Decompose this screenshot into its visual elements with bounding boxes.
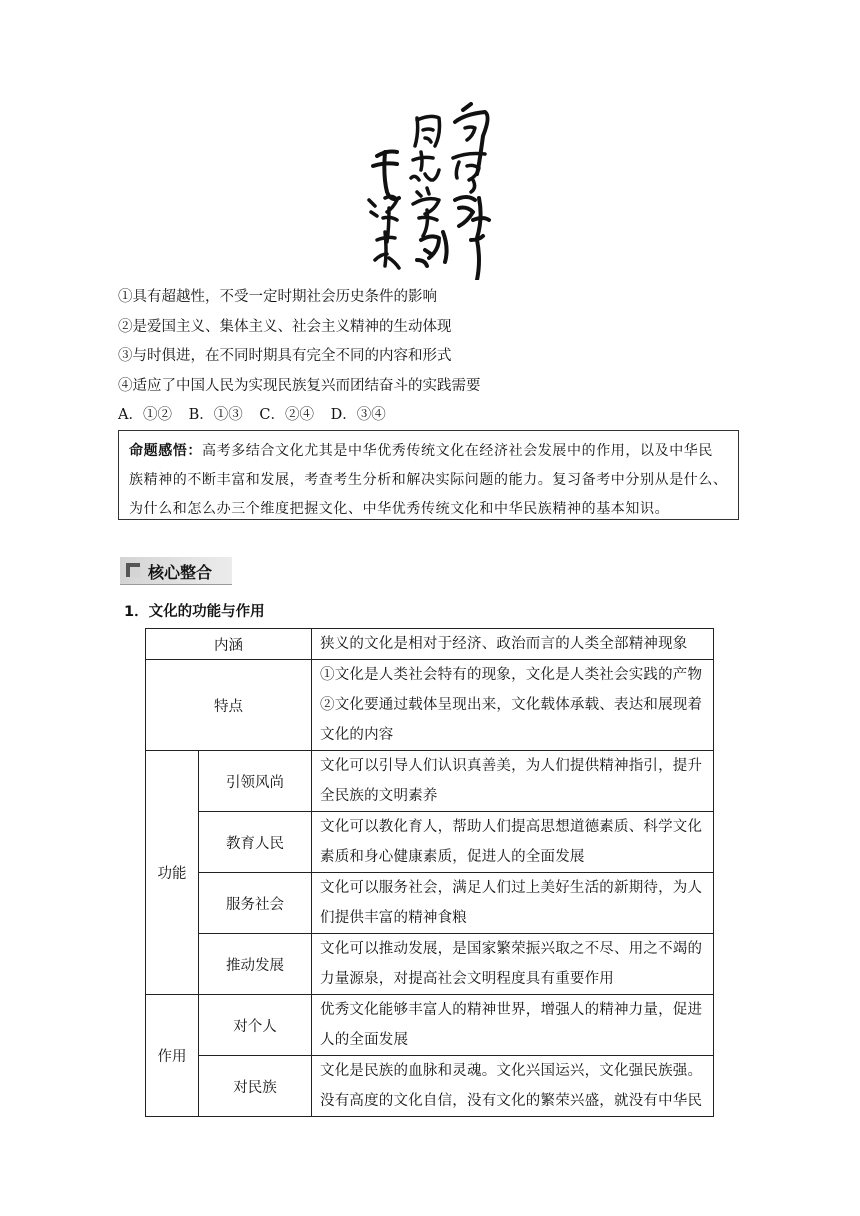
row-content: [312, 1056, 714, 1117]
cell-tedian: [312, 660, 714, 751]
cell-line: 文化的内容: [320, 727, 394, 743]
cell-neihan: [312, 629, 714, 660]
answer-choices: [118, 403, 398, 424]
cell-line: 文化可以服务社会，满足人们过上美好生活的新期待，为人: [320, 880, 703, 896]
group-label-zuoyong: 作用: [146, 995, 199, 1117]
cell-line: 文化可以教化育人，帮助人们提高思想道德素质、科学文化: [320, 819, 703, 835]
row-content: [312, 873, 714, 934]
cell-line: 人的全面发展: [320, 1032, 409, 1048]
cell-line: 没有高度的文化自信，没有文化的繁荣兴盛，就没有中华民: [320, 1093, 703, 1109]
table-row: [146, 1056, 714, 1117]
cell-line: ②文化要通过载体呈现出来，文化载体承载、表达和展现着: [320, 697, 703, 713]
question-options: [118, 286, 738, 404]
section-marker-icon: [126, 563, 140, 577]
row-label: 推动发展: [199, 934, 312, 995]
row-content: [312, 934, 714, 995]
cell-line: 们提供丰富的精神食粮: [320, 910, 467, 926]
row-label-neihan: 内涵: [146, 629, 312, 660]
option-3: ③与时俱进，在不同时期具有完全不同的内容和形式: [118, 348, 452, 364]
insight-label: 命题感悟：: [129, 443, 202, 459]
culture-function-table: [145, 628, 714, 1117]
table-row: [146, 812, 714, 873]
cell-line: 素质和身心健康素质，促进人的全面发展: [320, 849, 585, 865]
row-content: [312, 812, 714, 873]
row-label: 对民族: [199, 1056, 312, 1117]
group-label-gongneng: 功能: [146, 751, 199, 995]
cell-line: 文化可以引导人们认识真善美，为人们提供精神指引，提升: [320, 758, 703, 774]
option-4: ④适应了中国人民为实现民族复兴而团结奋斗的实践需要: [118, 377, 481, 394]
section-header: [120, 557, 232, 585]
cell-line: 文化可以推动发展，是国家繁荣振兴取之不尽、用之不竭的: [320, 941, 703, 957]
answer-b: B．①③: [188, 407, 243, 423]
insight-box: [118, 430, 739, 520]
answer-a: A．①②: [118, 407, 172, 423]
row-label: 引领风尚: [199, 751, 312, 812]
table-row: [146, 751, 714, 812]
table-row: [146, 934, 714, 995]
section-title: 核心整合: [148, 563, 213, 582]
row-label: 教育人民: [199, 812, 312, 873]
row-label: 对个人: [199, 995, 312, 1056]
table-title: 1．文化的功能与作用: [124, 604, 265, 620]
insight-line-3: 为什么和怎么办三个维度把握文化、中华优秀传统文化和中华民族精神的基本知识。: [129, 501, 670, 517]
cell-line: 优秀文化能够丰富人的精神世界，增强人的精神力量，促进: [320, 1002, 703, 1018]
table-row: [146, 995, 714, 1056]
answer-c: C．②④: [259, 407, 314, 423]
answer-d: D．③④: [330, 407, 386, 423]
cell-line: 力量源泉，对提高社会文明程度具有重要作用: [320, 971, 614, 987]
row-label-tedian: 特点: [146, 660, 312, 751]
option-1: ①具有超越性，不受一定时期社会历史条件的影响: [118, 289, 437, 305]
table-row: [146, 629, 714, 660]
table-row: [146, 660, 714, 751]
calligraphy-image: [355, 100, 500, 280]
cell-line: 文化是民族的血脉和灵魂。文化兴国运兴，文化强民族强。: [320, 1063, 703, 1079]
row-label: 服务社会: [199, 873, 312, 934]
table-row: [146, 873, 714, 934]
cell-line: ①文化是人类社会特有的现象，文化是人类社会实践的产物: [320, 667, 703, 683]
cell-line: 全民族的文明素养: [320, 788, 438, 804]
insight-line-2: 族精神的不断丰富和发展，考查考生分析和解决实际问题的能力。复习备考中分别从是什么、: [129, 472, 728, 488]
row-content: [312, 995, 714, 1056]
cell-line: 狭义的文化是相对于经济、政治而言的人类全部精神现象: [320, 636, 688, 652]
row-content: [312, 751, 714, 812]
option-2: ②是爱国主义、集体主义、社会主义精神的生动体现: [118, 318, 452, 335]
insight-line-1: 高考多结合文化尤其是中华优秀传统文化在经济社会发展中的作用，以及中华民: [202, 443, 713, 459]
